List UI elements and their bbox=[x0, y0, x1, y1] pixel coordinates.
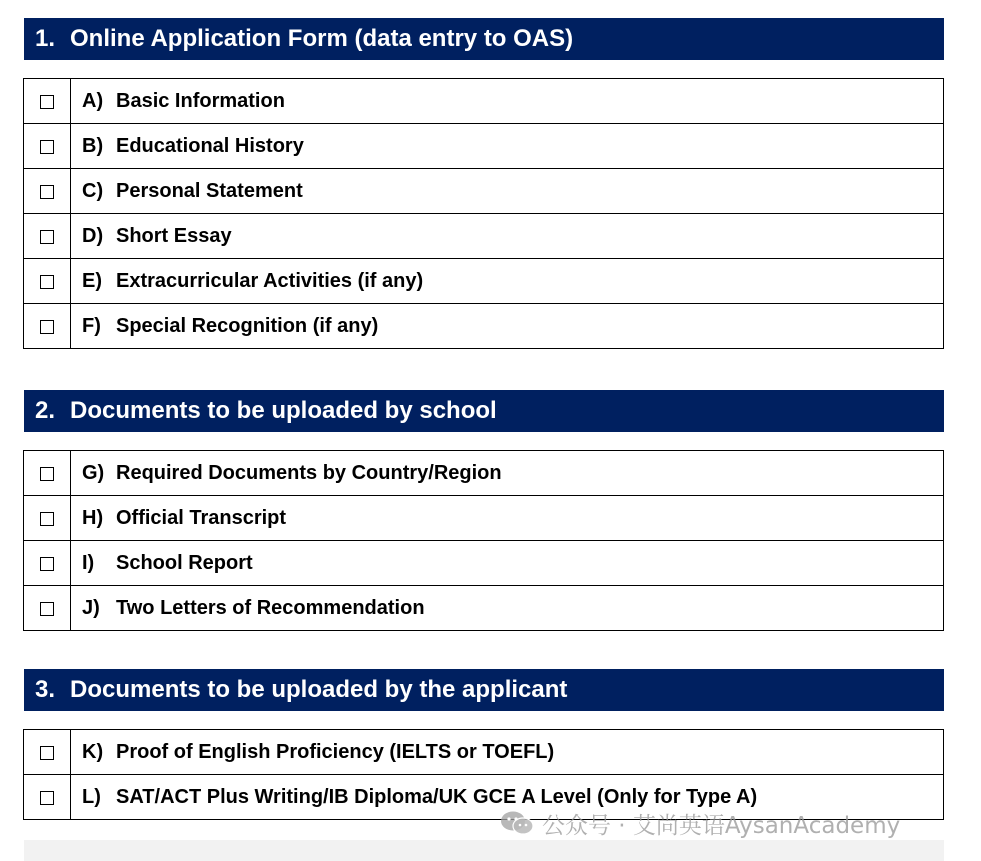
item-letter: E) bbox=[82, 269, 102, 292]
item-letter: D) bbox=[82, 224, 104, 247]
checklist-row-h bbox=[24, 496, 944, 541]
checklist-row-d bbox=[24, 214, 944, 259]
checkbox-personal-statement[interactable] bbox=[40, 185, 54, 199]
item-label: Personal Statement bbox=[116, 179, 303, 202]
item-letter: F) bbox=[82, 314, 101, 337]
watermark bbox=[500, 808, 900, 838]
item-letter: A) bbox=[82, 89, 104, 112]
item-label: Official Transcript bbox=[116, 506, 287, 529]
wechat-icon bbox=[500, 810, 534, 836]
item-label: Two Letters of Recommendation bbox=[116, 596, 425, 619]
item-letter: J) bbox=[82, 596, 100, 619]
checklist-row-j bbox=[24, 586, 944, 631]
checkbox-cell bbox=[24, 730, 71, 775]
item-letter: G) bbox=[82, 461, 105, 484]
section-3-header bbox=[24, 669, 944, 711]
checkbox-cell bbox=[24, 259, 71, 304]
item-label-cell bbox=[71, 496, 944, 541]
checkbox-cell bbox=[24, 541, 71, 586]
checkbox-english-proficiency[interactable] bbox=[40, 746, 54, 760]
checkbox-cell bbox=[24, 496, 71, 541]
section-title: Documents to be uploaded by school bbox=[70, 397, 497, 424]
item-label: Special Recognition (if any) bbox=[116, 314, 379, 337]
section-2-checklist bbox=[23, 450, 944, 631]
checkbox-cell bbox=[24, 775, 71, 820]
item-label-cell bbox=[71, 451, 944, 496]
section-number: 3. bbox=[35, 676, 56, 703]
section-number: 1. bbox=[35, 25, 56, 52]
item-letter: B) bbox=[82, 134, 104, 157]
section-1-header bbox=[24, 18, 944, 60]
checkbox-basic-information[interactable] bbox=[40, 95, 54, 109]
footer-strip bbox=[24, 840, 944, 861]
checkbox-cell bbox=[24, 451, 71, 496]
watermark-text: 公众号 · 艾尚英语AysanAcademy bbox=[542, 812, 901, 839]
checkbox-cell bbox=[24, 169, 71, 214]
checkbox-required-documents[interactable] bbox=[40, 467, 54, 481]
section-2-header bbox=[24, 390, 944, 432]
item-label-cell bbox=[71, 541, 944, 586]
section-title: Online Application Form (data entry to OAS) bbox=[70, 25, 574, 52]
item-label: Basic Information bbox=[116, 89, 285, 112]
section-title: Documents to be uploaded by the applicant bbox=[70, 676, 568, 703]
checklist-row-k bbox=[24, 730, 944, 775]
checkbox-cell bbox=[24, 124, 71, 169]
item-label-cell bbox=[71, 259, 944, 304]
item-letter: L) bbox=[82, 785, 101, 808]
checklist-row-e bbox=[24, 259, 944, 304]
item-label: Educational History bbox=[116, 134, 304, 157]
item-label: School Report bbox=[116, 551, 253, 574]
checklist-row-a bbox=[24, 79, 944, 124]
checkbox-cell bbox=[24, 79, 71, 124]
checkbox-cell bbox=[24, 214, 71, 259]
checkbox-letters-of-recommendation[interactable] bbox=[40, 602, 54, 616]
item-label: Required Documents by Country/Region bbox=[116, 461, 502, 484]
item-label-cell bbox=[71, 214, 944, 259]
checkbox-special-recognition[interactable] bbox=[40, 320, 54, 334]
checkbox-official-transcript[interactable] bbox=[40, 512, 54, 526]
checkbox-short-essay[interactable] bbox=[40, 230, 54, 244]
item-letter: C) bbox=[82, 179, 104, 202]
item-label: Short Essay bbox=[116, 224, 232, 247]
checklist-row-i bbox=[24, 541, 944, 586]
item-label: Extracurricular Activities (if any) bbox=[116, 269, 424, 292]
checklist-row-c bbox=[24, 169, 944, 214]
item-label: SAT/ACT Plus Writing/IB Diploma/UK GCE A Level (Only for Type A) bbox=[116, 785, 758, 808]
checklist-row-f bbox=[24, 304, 944, 349]
checklist-row-g bbox=[24, 451, 944, 496]
item-label: Proof of English Proficiency (IELTS or TOEFL) bbox=[116, 740, 555, 763]
checkbox-extracurricular-activities[interactable] bbox=[40, 275, 54, 289]
checkbox-cell bbox=[24, 304, 71, 349]
item-label-cell bbox=[71, 169, 944, 214]
item-letter: I) bbox=[82, 551, 95, 574]
checkbox-school-report[interactable] bbox=[40, 557, 54, 571]
checkbox-standardized-tests[interactable] bbox=[40, 791, 54, 805]
item-letter: H) bbox=[82, 506, 104, 529]
item-label-cell bbox=[71, 79, 944, 124]
item-label-cell bbox=[71, 304, 944, 349]
checkbox-educational-history[interactable] bbox=[40, 140, 54, 154]
checkbox-cell bbox=[24, 586, 71, 631]
item-label-cell bbox=[71, 124, 944, 169]
item-letter: K) bbox=[82, 740, 104, 763]
item-label-cell bbox=[71, 586, 944, 631]
checklist-row-b bbox=[24, 124, 944, 169]
item-label-cell bbox=[71, 730, 944, 775]
section-1-checklist bbox=[23, 78, 944, 349]
section-number: 2. bbox=[35, 397, 56, 424]
